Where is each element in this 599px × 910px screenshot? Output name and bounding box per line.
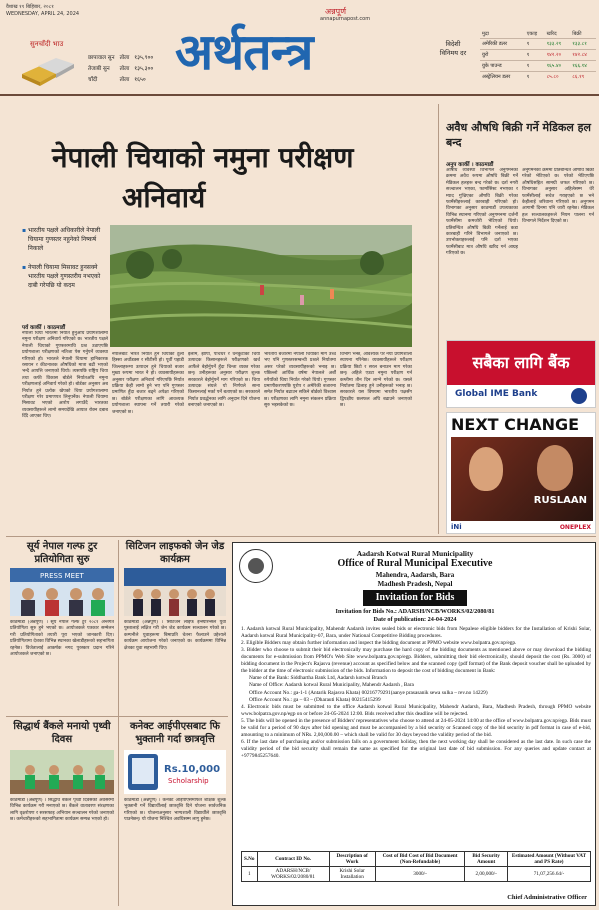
fx-row: युके पाउन्ड १ १६५.४० १६६.१४ bbox=[480, 61, 596, 72]
tender-office: Office of Rural Municipal Executive bbox=[337, 558, 493, 569]
tender-clause: 1. Aadarsh kotwal Rural Municipality, Mahendr Aadarsh invites sealed bids or electronic bids from Nepalese eligible bidders for the Installation of Krishi Solar, Aadarsh kotwal Rural Municipality-07, Bara, under National Competitive Bidding procedures. bbox=[241, 626, 591, 639]
scholarship-ad-photo bbox=[124, 750, 226, 794]
movie-title: RUSLAAN bbox=[533, 495, 587, 506]
section-divider bbox=[6, 536, 596, 537]
publisher-url[interactable]: annapurnapost.com bbox=[320, 16, 371, 22]
lead-body-col: विभाग भन्छ, आवश्यक परे नयाँ प्रयोगशाला स्थापना गरिनेछ। व्यवसायीहरूले परीक्षण प्रक्रिया छिटो र सरल बनाउन माग गरेका छन्। अहिले एउटा नमुना परीक्षण गर्न कम्तीमा तीन दिन लाग्ने गरेको छ। यसले निर्यातमा ढिलाइ हुने उनीहरूको भनाइ छ। सरकारले यस विषयमा भारतीय पक्षसँग द्विपक्षीय छलफल अघि बढाउने जनाएको छ। bbox=[340, 352, 412, 409]
gold-rates-title: सुनचाँदी भाउ bbox=[30, 40, 64, 48]
story-headline[interactable]: सिद्धार्थ बैंकले मनायो पृथ्वी दिवस bbox=[13, 721, 111, 745]
right-body-col: औषधि व्यवस्था विभागले अनुगमनका क्रममा अवैध रूपमा औषधि बिक्री गर्ने मेडिकल हलहरू बन्द गरेको छ। दर्ता नगरी सञ्चालन भएका, फार्मासिस्ट नभएका र म्याद गुज्रिएका औषधि बिक्री गरेका फार्मेसीहरूलाई कारबाही गरिएको हो। विभागका अनुसार काठमाडौं उपत्यकाका विभिन्न स्थानमा गरिएको अनुगमनमा दर्जनौं फार्मेसीमा कमजोरी भेटिएको थियो। प्रतिबन्धित औषधि बिक्री गर्नेलाई कडा कारबाही गरिने विभागले जनाएको छ। उपभोक्ताहरूलाई पनि दर्ता भएका फार्मेसीबाट मात्र औषधि खरिद गर्न आग्रह गरिएको छ। bbox=[446, 168, 518, 257]
story-headline[interactable]: सूर्य नेपाल गल्फ टुर प्रतियोगिता सुरु bbox=[26, 541, 98, 565]
gold-rate-row: तेजाबी सुन तोला १३५,३०० bbox=[88, 66, 154, 72]
story-headline[interactable]: सिटिजन लाइफको जेन जेड कार्यक्रम bbox=[125, 541, 225, 565]
tea-garden-photo bbox=[110, 225, 412, 347]
gold-bars-icon bbox=[18, 52, 76, 86]
tender-signature: Chief Administrative Officer bbox=[507, 894, 587, 901]
tender-address: Mahendra, Aadarsh, Bara bbox=[375, 571, 455, 579]
tender-clause: Office Account No.: ga-1-1 (Antarik Rajasva Khata) 00216779291(aanye prasasanik sewa sulka – rev.no 14229) bbox=[249, 689, 488, 696]
column-divider bbox=[118, 540, 119, 906]
scholarship-label: Scholarship bbox=[168, 777, 209, 785]
gold-rates-table bbox=[86, 52, 158, 87]
tender-clause: 3. Bidder who choose to submit their bid electronically may purchase the hard copy of the bidding documents as mentioned above or may download the bidding documents for e-submission from PPMO's Web Site www.bolpatra.gov.np/egp. Bidders, submitting their bid electronically, should deposit the cost (Rs. 3000) of bidding document in the Project's Rajasva (revenue) account as specified below and the scanned copy (pdf format) of the Bank deposit voucher shall be uploaded by the bidder at the time of electronic submission of the bids. Information to deposit the cost of bidding document in Bank: bbox=[241, 647, 591, 674]
lead-body-col: भारतीय बजारमा नेपाली चियाको माग उच्च भए पनि गुणस्तरसम्बन्धी प्रश्नले निर्यातमा असर परेको व्यवसायीहरूको भनाइ छ। पछिल्लो आर्थिक वर्षमा नेपालले अर्बौं रुपैयाँको चिया निर्यात गरेको थियो। गुणस्तर प्रमाणीकरणपछि युरोप र अमेरिकी बजारमा समेत निर्यात बढाउन सकिने बोर्डको विश्वास छ। परीक्षणका लागि नमुना संकलन प्रक्रिया सुरु भइसकेको छ। bbox=[264, 352, 336, 409]
lead-byline: पर्व कार्की । काठमाडौं bbox=[22, 325, 66, 331]
tender-notice[interactable] bbox=[232, 542, 596, 906]
tender-clause: 5. The bids will be opened in the presence of Bidders' representatives who choose to attend at 24-05-2024 14:00 at the office of www.bolpatra.gov.np/egp. Bids must be valid for a period of 90 days after bid opening and must be accompanied by a bid security or Scanned copy of the bid security in pdf format in case of e-bid, amounting to a minimum of NRs. 2,00,000.00 – which shall be valid for 30 days beyond the validity period of the bid. bbox=[241, 718, 591, 738]
fx-table bbox=[480, 30, 596, 82]
right-headline[interactable]: अवैध औषधि बिक्री गर्ने मेडिकल हल बन्द bbox=[446, 121, 591, 149]
story-body: काठमाडौं (अन्नपूर्ण) । सिद्धार्थ बैंकले पृथ्वी दिवसको अवसरमा विभिन्न कार्यक्रम गरी मनाएको छ। बैंकले वातावरण संरक्षणका लागि वृक्षरोपण र सरसफाइ अभियान सञ्चालन गरेको जनाएको छ। कर्मचारीहरूको सहभागितामा कार्यक्रम सम्पन्न भएको हो। bbox=[10, 798, 114, 823]
lead-body-col: इलाम, झापा, पाँचथर र धनकुटाका चिया उत्पादक किसानहरूले परीक्षणको खर्च आफैंले बेहोर्नुपर्ने हुँदा चिन्ता व्यक्त गरेका छन्। उनीहरूका अनुसार परीक्षण शुल्क सरकारले बेहोर्नुपर्ने माग गरिएको छ। चिया उत्पादक संघले यो निर्णयले साना किसानलाई मर्का पर्ने बताएको छ। सरकारले निर्यात प्रवर्द्धनका लागि अनुदान दिने योजना बनाएको जनाएको छ। bbox=[188, 352, 260, 409]
story-body: काठमाडौं (अन्नपूर्ण) । सूर्य नेपाल गल्फ टुर २०८१ अन्तर्गत प्रतियोगिता सुरु हुने भएको छ। आयोजकले पत्रकार सम्मेलन गरी प्रतियोगिताको तयारी पूरा भएको जानकारी दिए। प्रतियोगितामा देशका विभिन्न स्थानका खेलाडीहरूको सहभागिता रहनेछ। विजेतालाई आकर्षक नगद पुरस्कार प्रदान गरिने आयोजकले जनाएको छ। bbox=[10, 620, 114, 658]
event-photo bbox=[124, 568, 226, 616]
fx-label: विदेशी विनिमय दर bbox=[439, 40, 467, 57]
actor-face-icon bbox=[537, 445, 573, 491]
table-row: 1 ADARSH/NCB/ WORKS/02/2080/81 Krishi Solar Installation 3000/- 2,00,000/- 71,07,256.64/- bbox=[242, 867, 591, 882]
tender-municipality: Aadarsh Kotwal Rural Municipality bbox=[356, 549, 474, 558]
lead-headline[interactable] bbox=[52, 138, 432, 218]
tender-clause: 6. If the last date of purchasing and/or submission falls on a government holiday, then the next working day shall be considered as the last date. In such case the validity period of the bid security shall remain the same as specified for the original last date of bid submission. For any queries and update contact at +9779845257640. bbox=[241, 739, 591, 759]
press-meet-photo bbox=[10, 568, 114, 616]
story-headline[interactable]: कनेक्ट आईपीएसबाट फि भुक्तानी गर्दा छात्रवृत्ति bbox=[129, 721, 220, 745]
gold-rate-row: छापावाल सुन तोला १३५,९०० bbox=[88, 55, 154, 61]
lead-headline-line2: अनिवार्य bbox=[122, 181, 206, 214]
right-body-col: अनुगमनका क्रममा प्रतिबन्धित औषधि बिक्री गरेको भेटिएको छ। परेको भेटिएपछि औषधिसहित सामग्री जफत गरिएको छ। विभागका अनुसार अहिलेसम्म धेरै फार्मेसीलाई सचेत गराइएको छ भने केहीलाई जरिवाना गरिएको छ। अनुगमन आगामी दिनमा पनि जारी रहनेछ। मेडिकल हल सञ्चालकहरूले नियम पालना गर्न विभागले निर्देशन दिएको छ। bbox=[522, 168, 594, 225]
date-english: WEDNESDAY, APRIL 24, 2024 bbox=[6, 11, 80, 17]
fx-row: युरो १ १४२.२० १४२.८४ bbox=[480, 50, 596, 61]
globe-icon bbox=[571, 388, 587, 404]
bids-table bbox=[241, 851, 591, 882]
movie-ad[interactable] bbox=[446, 412, 596, 534]
lead-body-col: नेपालबाट भारत निर्यात हुने चियाको ठूलो हिस्सा अर्थोडक्स र सीटीसी हो। पूर्वी पहाडी जिल्लाहरूमा उत्पादन हुने चियाको बजार मुख्य रूपमा भारत नै हो। व्यवसायीहरूका अनुसार परीक्षण अनिवार्य गरिएपछि निर्यात प्रक्रिया केही लामो हुने भए पनि गुणस्तर प्रमाणित हुँदा बजार बढ्ने अपेक्षा गरिएको छ। बोर्डले परीक्षणका लागि आवश्यक प्रयोगशाला स्थापना गर्ने तयारी गरेको जनाएको छ। bbox=[112, 352, 184, 415]
story-body: काठमाडौं (अन्नपूर्ण) । कनेक्ट आईपीएसमार्फत शैक्षिक शुल्क भुक्तानी गर्ने विद्यार्थीलाई छात्रवृत्ति दिने योजना सार्वजनिक गरिएको छ। योजनाअनुसार भाग्यशाली विद्यार्थीले छात्रवृत्ति पाउनेछन्। यो योजना निश्चित अवधिसम्म लागु हुनेछ। bbox=[124, 798, 226, 823]
scholarship-amount: Rs.10,000 bbox=[164, 764, 221, 775]
fx-row: अमेरिकी डलर १ १३३.२१ १३३.८१ bbox=[480, 39, 596, 50]
tender-clauses bbox=[241, 626, 591, 760]
fx-row: अस्ट्रेलियन डलर १ ८५.८० ८६.१९ bbox=[480, 72, 596, 83]
movie-poster bbox=[451, 437, 593, 521]
masthead bbox=[0, 0, 599, 96]
tender-clause: Name of Office: Aadarsh kotwal Rural Municipality, Mahendr Aadarsh , Bara bbox=[249, 682, 414, 689]
tender-clause: 2. Eligible Bidders may obtain further information and inspect the bidding document at PPMO website www.bolpatra.gov.np/egp. bbox=[241, 640, 517, 647]
section-divider bbox=[6, 716, 228, 717]
lead-bullets bbox=[22, 226, 110, 300]
fx-header-row: मुद्रा एकाइ खरिद बिक्री bbox=[482, 31, 582, 37]
lead-body-col: नेपाली चिया भारतमा निर्यात हुनुअघि प्रयोगशालामा नमुना परीक्षण अनिवार्य गरिएको छ। भारतीय पक्षले नेपाली चियाको गुणस्तरमाथि प्रश्न उठाएपछि प्रयोगशाला परीक्षणको नतिजा पेस गर्नुपर्ने व्यवस्था गरिएको हो। भारतले नेपाली चियामा हानिकारक रसायन र कीटनाशक औषधिको मात्रा बढी भएको भन्दै आपत्ति जनाएको थियो। त्यसपछि राष्ट्रिय चिया तथा कफी विकास बोर्डले निर्यातअघि नमुना परीक्षणलाई अनिवार्य गरेको हो। बोर्डका अनुसार अब निर्यात हुने प्रत्येक खेपको चिया प्रयोगशालामा परीक्षण गरेर प्रमाणपत्र लिनुपर्नेछ। नेपाली चियामा मिसावट भएको आरोप लगाउँदै भारतका व्यवसायीहरूले लामो समयदेखि आयात रोक्न दबाब दिँदै आएका थिए। bbox=[22, 331, 108, 420]
global-ime-ad[interactable] bbox=[446, 340, 596, 408]
movie-ad-title: NEXT CHANGE bbox=[451, 415, 580, 434]
column-divider bbox=[438, 104, 439, 534]
ad-slogan: सबैका लागि बैंक bbox=[447, 341, 595, 385]
tender-invitation-number: Invitation for Bids No.: ADARSH/NCB/WORKS/02/2080/81 bbox=[335, 608, 495, 615]
tender-clause: Name of the Bank: Siddhartha Bank Ltd, Aadarsh kotwal Branch bbox=[249, 675, 387, 682]
section-logo: अर्थतन्त्र bbox=[175, 23, 313, 81]
bids-header-row: S.No Contract ID No. Description of Work Cost of Bid Cost of Bid Document (Non-Refundable) Bid Security Amount Estimated Amount (Without VAT and PS Rate) bbox=[242, 852, 591, 867]
tender-clause: 4. Electronic bids must be submitted to the office Aadarsh kotwal Rural Municipality, Mahendr Aadarsh, Bara, Madhesh Pradesh, through PPMO website www.bolpatra.gov.np/egp on or before 24-05-2024 12:00. Bids received after this deadline will be rejected. bbox=[241, 704, 591, 718]
story-body: काठमाडौं (अन्नपूर्ण) । सिटिजन लाइफ इन्स्योरेन्सले युवा पुस्तालाई लक्षित गरी जेन जेड कार्यक्रम सञ्चालन गरेको छ। कम्पनीले युवाहरूमा बिमाप्रति चेतना फैलाउने उद्देश्यले कार्यक्रम आयोजना गरेको जनाएको छ। कार्यक्रममा विभिन्न क्षेत्रका युवा सहभागी थिए। bbox=[124, 620, 226, 651]
earth-day-photo bbox=[10, 750, 114, 794]
lead-bullet: ▪ भारतीय पक्षले अधिकारीले नेपाली चियामा गुणस्तर नहुनेको निष्कर्ष निकाले bbox=[22, 226, 110, 253]
date-nepali: वैशाख ११ बिहिबार, २०८१ bbox=[6, 4, 54, 10]
tender-province: Madhesh Pradesh, Nepal bbox=[377, 580, 453, 588]
right-byline: अनुप कार्की । काठमाडौं bbox=[446, 162, 494, 168]
ini-logo: iNi bbox=[451, 523, 462, 531]
tender-banner: Invitation for Bids bbox=[363, 590, 467, 606]
press-meet-label: PRESS MEET bbox=[40, 572, 84, 580]
lead-headline-line1: नेपाली चियाको नमुना परीक्षण bbox=[52, 141, 354, 174]
gold-rate-row: चाँदी तोला १६५० bbox=[88, 77, 146, 83]
tender-publication-date: Date of publication: 24-04-2024 bbox=[373, 616, 457, 623]
lead-bullet: ▪ नेपाली चियामा मिसावट हुनसक्ने भारतीय पक्षले गुणस्तरीय नभएको दाबी गरेपछि यो कदम bbox=[22, 263, 110, 290]
publisher-logo: अन्नपूर्ण bbox=[325, 7, 346, 16]
dateline bbox=[6, 4, 79, 18]
bank-name: Global IME Bank bbox=[455, 389, 538, 399]
oneplex-logo: ONEPLEX bbox=[559, 524, 591, 531]
actor-face-icon bbox=[469, 447, 503, 491]
tender-clause: Office Account No.: ga – 03 – (Dharauti Khata) 00215415299 bbox=[249, 696, 381, 703]
